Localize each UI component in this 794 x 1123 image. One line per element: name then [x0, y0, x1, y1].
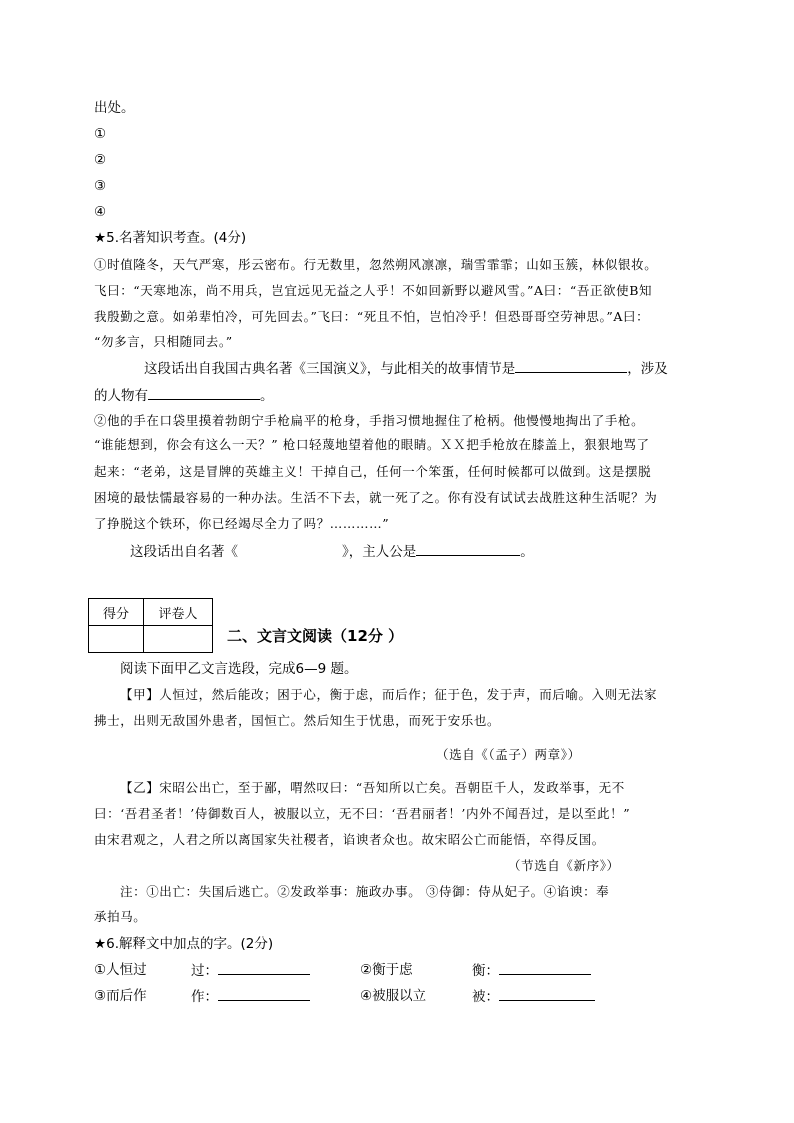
jia-line2: 拂士，出则无敌国外患者，国恒亡。然后知生于忧患，而死于安乐也。 — [94, 713, 501, 728]
grader-header: 评卷人 — [144, 599, 213, 626]
q6-item4-label: 被： — [472, 989, 499, 1005]
q6-item3-label: 作： — [191, 989, 218, 1005]
q5-q1-text-d: 。 — [260, 388, 274, 404]
q6-item1-blank[interactable] — [218, 960, 310, 975]
grader-cell[interactable] — [144, 626, 213, 653]
q5-q1-text-a: 这段话出自我国古典名著《三国演义》，与此相关的故事情节是 — [144, 361, 516, 377]
q6-item3-blank[interactable] — [218, 986, 310, 1001]
q5-passage1-line3: 我殷勤之意。如弟辈怕冷，可先回去。”飞曰：“死且不怕，岂怕冷乎！但恐哥哥空劳神思。”A曰： — [94, 309, 650, 324]
yi-line2: 曰：‘吾君圣者！’侍御数百人，被服以立，无不曰：‘吾君丽者！’内外不闻吾过，是以至此！” — [94, 806, 631, 821]
q5-q1-blank-characters[interactable] — [148, 385, 260, 400]
notes-line2: 承拍马。 — [94, 909, 147, 924]
q5-q2-text-a: 这段话出自名著《 — [130, 544, 238, 560]
score-table — [88, 598, 213, 653]
notes-line1: 注：①出亡：失国后逃亡。②发政举事：施政办事。 ③侍御：侍从妃子。④谄谀：奉 — [120, 884, 610, 899]
q6-item3 — [191, 986, 310, 1007]
q6-item4-blank[interactable] — [499, 986, 595, 1001]
q6-item2-phrase: ②衡于虑 — [360, 962, 413, 978]
jia-source: （选自《（孟子）两章》） — [436, 747, 581, 762]
yi-line3: 由宋君观之，人君之所以离国家失社稷者，谄谀者众也。故宋昭公亡而能悟，卒得反国。 — [94, 832, 605, 847]
q4-tail-text: 出处。 — [94, 100, 135, 116]
q5-q1-blank-plot[interactable] — [515, 358, 627, 373]
q5-passage2-line2: “谁能想到，你会有这么一天？” 枪口轻蔑地望着他的眼睛。ＸＸ把手枪放在膝盖上，狠狠地骂了 — [94, 437, 650, 452]
q5-passage2-line1: ②他的手在口袋里摸着勃朗宁手枪扁平的枪身，手指习惯地握住了枪柄。他慢慢地掏出了手枪。 — [94, 413, 645, 428]
q5-passage2-line5: 了挣脱这个铁环，你已经竭尽全力了吗？…………” — [94, 516, 390, 531]
q4-item-3: ③ — [94, 178, 107, 194]
q6-item2 — [472, 960, 591, 981]
q6-item4 — [472, 986, 595, 1007]
q6-item3-phrase: ③而后作 — [94, 988, 147, 1004]
score-cell[interactable] — [89, 626, 144, 653]
score-header: 得分 — [89, 599, 144, 626]
q5-title: ★5.名著知识考查。(4分) — [94, 230, 247, 246]
q5-q2-text-c: 。 — [520, 544, 534, 560]
q6-item1-phrase: ①人恒过 — [94, 962, 147, 978]
q6-title: ★6.解释文中加点的字。(2分) — [94, 936, 274, 952]
q5-question2-line — [130, 541, 534, 562]
q5-passage2-line3: 起来：“老弟，这是冒牌的英雄主义！干掉自己，任何一个笨蛋，任何时候都可以做到。这是摆脱 — [94, 464, 652, 479]
q5-q1-text-c: 的人物有 — [94, 388, 148, 404]
q6-item1 — [191, 960, 310, 981]
q4-item-1: ① — [94, 126, 107, 142]
q6-item4-phrase: ④被服以立 — [360, 988, 427, 1004]
section2-title: 二、文言文阅读（12分 ） — [227, 627, 404, 645]
q6-item2-blank[interactable] — [499, 960, 591, 975]
yi-line1: 【乙】宋昭公出亡，至于鄙，喟然叹曰：“吾知所以亡矣。吾朝臣千人，发政举事，无不 — [120, 780, 625, 795]
q6-item2-label: 衡： — [472, 963, 499, 979]
q4-item-4: ④ — [94, 204, 107, 220]
q5-question1-line2 — [94, 385, 274, 406]
q5-question1-line1 — [144, 358, 668, 379]
q5-q2-blank-protagonist[interactable] — [416, 541, 520, 556]
q5-passage1-line4: “勿多言，只相随同去。” — [94, 334, 233, 349]
jia-line1: 【甲】人恒过，然后能改；困于心，衡于虑，而后作；征于色，发于声，而后喻。入则无法家 — [120, 687, 658, 702]
q5-q2-text-b: 》，主人公是 — [342, 544, 417, 560]
q4-item-2: ② — [94, 152, 107, 168]
q5-passage1-line2: 飞曰：“天寒地冻，尚不用兵，岂宜远见无益之人乎！不如回新野以避风雪。”A曰：“吾正欲使B知 — [94, 283, 653, 298]
q5-passage2-line4: 困境的最怯懦最容易的一种办法。生活不下去，就一死了之。你有没有试试去战胜这种生活呢？为 — [94, 490, 658, 505]
section2-instruction: 阅读下面甲乙文言选段，完成6—9 题。 — [120, 661, 358, 677]
q5-passage1-line1: ①时值隆冬，天气严寒，彤云密布。行无数里，忽然朔风凛凛，瑞雪霏霏；山如玉簇，林似银妆。 — [94, 257, 658, 272]
q5-q1-text-b: ，涉及 — [627, 361, 668, 377]
yi-source: （节选自《新序》） — [508, 858, 620, 873]
q6-item1-label: 过： — [191, 963, 218, 979]
